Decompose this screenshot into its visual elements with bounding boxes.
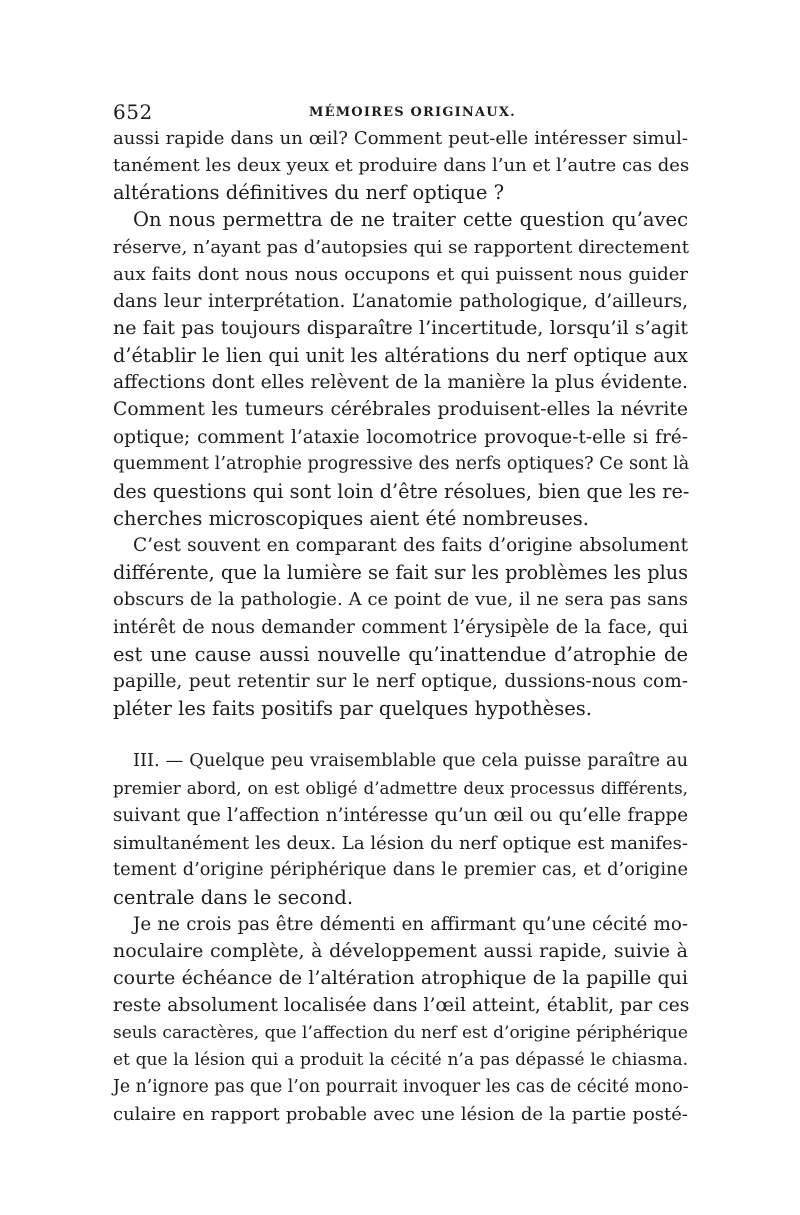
text-line: dans leur interprétation. L’anatomie pathologique, d’ailleurs, <box>113 290 688 312</box>
text-line: noculaire complète, à développement aussi rapide, suivie à <box>113 940 688 963</box>
paragraph <box>113 911 688 1128</box>
text-line: suivant que l’affection n’intéresse qu’un œil ou qu’elle frappe <box>113 805 688 827</box>
body-text <box>113 125 688 1128</box>
text-line: et que la lésion qui a produit la cécité n’a pas dépassé le chiasma. <box>113 1049 688 1070</box>
text-line: cherches microscopiques aient été nombreuses. <box>113 506 590 530</box>
paragraph <box>113 532 688 722</box>
text-line: centrale dans le second. <box>113 885 354 909</box>
text-line: papille, peut retentir sur le nerf optique, dussions-nous com- <box>113 670 688 692</box>
text-line: réserve, n’ayant pas d’autopsies qui se rapportent directement <box>113 236 689 258</box>
text-line: pléter les faits positifs par quelques hypothèses. <box>113 696 592 720</box>
section-gap <box>113 722 688 748</box>
page-number: 652 <box>113 100 153 124</box>
text-line: On nous permettra de ne traiter cette question qu’avec <box>133 208 688 232</box>
text-line: optique; comment l’ataxie locomotrice provoque-t-elle si fré- <box>113 426 688 448</box>
paragraph <box>113 125 688 206</box>
text-line: Je ne crois pas être démenti en affirmant qu’une cécité mo- <box>133 913 688 935</box>
running-title: MÉMOIRES ORIGINAUX. <box>309 105 516 120</box>
text-line: simultanément les deux. La lésion du nerf optique est manifes- <box>113 832 688 854</box>
text-line: tement d’origine périphérique dans le premier cas, et d’origine <box>113 859 688 880</box>
text-line: tanément les deux yeux et produire dans l’un et l’autre cas des <box>113 155 690 177</box>
text-line: est une cause aussi nouvelle qu’inattendue d’atrophie de <box>113 642 688 666</box>
text-line: III. — Quelque peu vraisemblable que cela puisse paraître au <box>133 751 688 772</box>
text-line: altérations définitives du nerf optique ? <box>113 181 505 205</box>
text-line: reste absolument localisée dans l’œil atteint, établit, par ces <box>113 995 690 1017</box>
text-line: Je n’ignore pas que l’on pourrait invoquer les cas de cécité mono- <box>113 1076 689 1097</box>
section-iii-paragraph <box>113 748 688 911</box>
text-line: différente, que la lumière se fait sur les problèmes les plus <box>113 561 689 585</box>
text-line: premier abord, on est obligé d’admettre deux processus différents, <box>113 778 688 799</box>
text-line: intérêt de nous demander comment l’érysipèle de la face, qui <box>113 616 688 638</box>
text-line: aussi rapide dans un œil? Comment peut-elle intéresser simul- <box>113 128 688 149</box>
text-line: seuls caractères, que l’affection du nerf est d’origine périphérique <box>113 1022 688 1043</box>
text-line: affections dont elles relèvent de la manière la plus évidente. <box>113 372 688 394</box>
text-line: courte échéance de l’altération atrophique de la papille qui <box>113 967 688 990</box>
text-line: d’établir le lien qui unit les altérations du nerf optique aux <box>113 344 688 368</box>
page-header <box>113 100 688 126</box>
text-line: ne fait pas toujours disparaître l’incertitude, lorsqu’il s’agit <box>113 316 688 339</box>
paragraph <box>113 206 688 532</box>
text-line: des questions qui sont loin d’être résolues, bien que les re- <box>113 479 690 503</box>
text-line: C’est souvent en comparant des faits d’origine absolument <box>133 535 688 557</box>
text-line: culaire en rapport probable avec une lésion de la partie posté- <box>113 1103 688 1125</box>
text-line: obscurs de la pathologie. A ce point de vue, il ne sera pas sans <box>113 589 688 611</box>
text-line: Comment les tumeurs cérébrales produisent-elles la névrite <box>113 399 688 421</box>
text-line: aux faits dont nous nous occupons et qui puissent nous guider <box>113 263 688 285</box>
text-line: quemment l’atrophie progressive des nerfs optiques? Ce sont là <box>113 453 690 474</box>
